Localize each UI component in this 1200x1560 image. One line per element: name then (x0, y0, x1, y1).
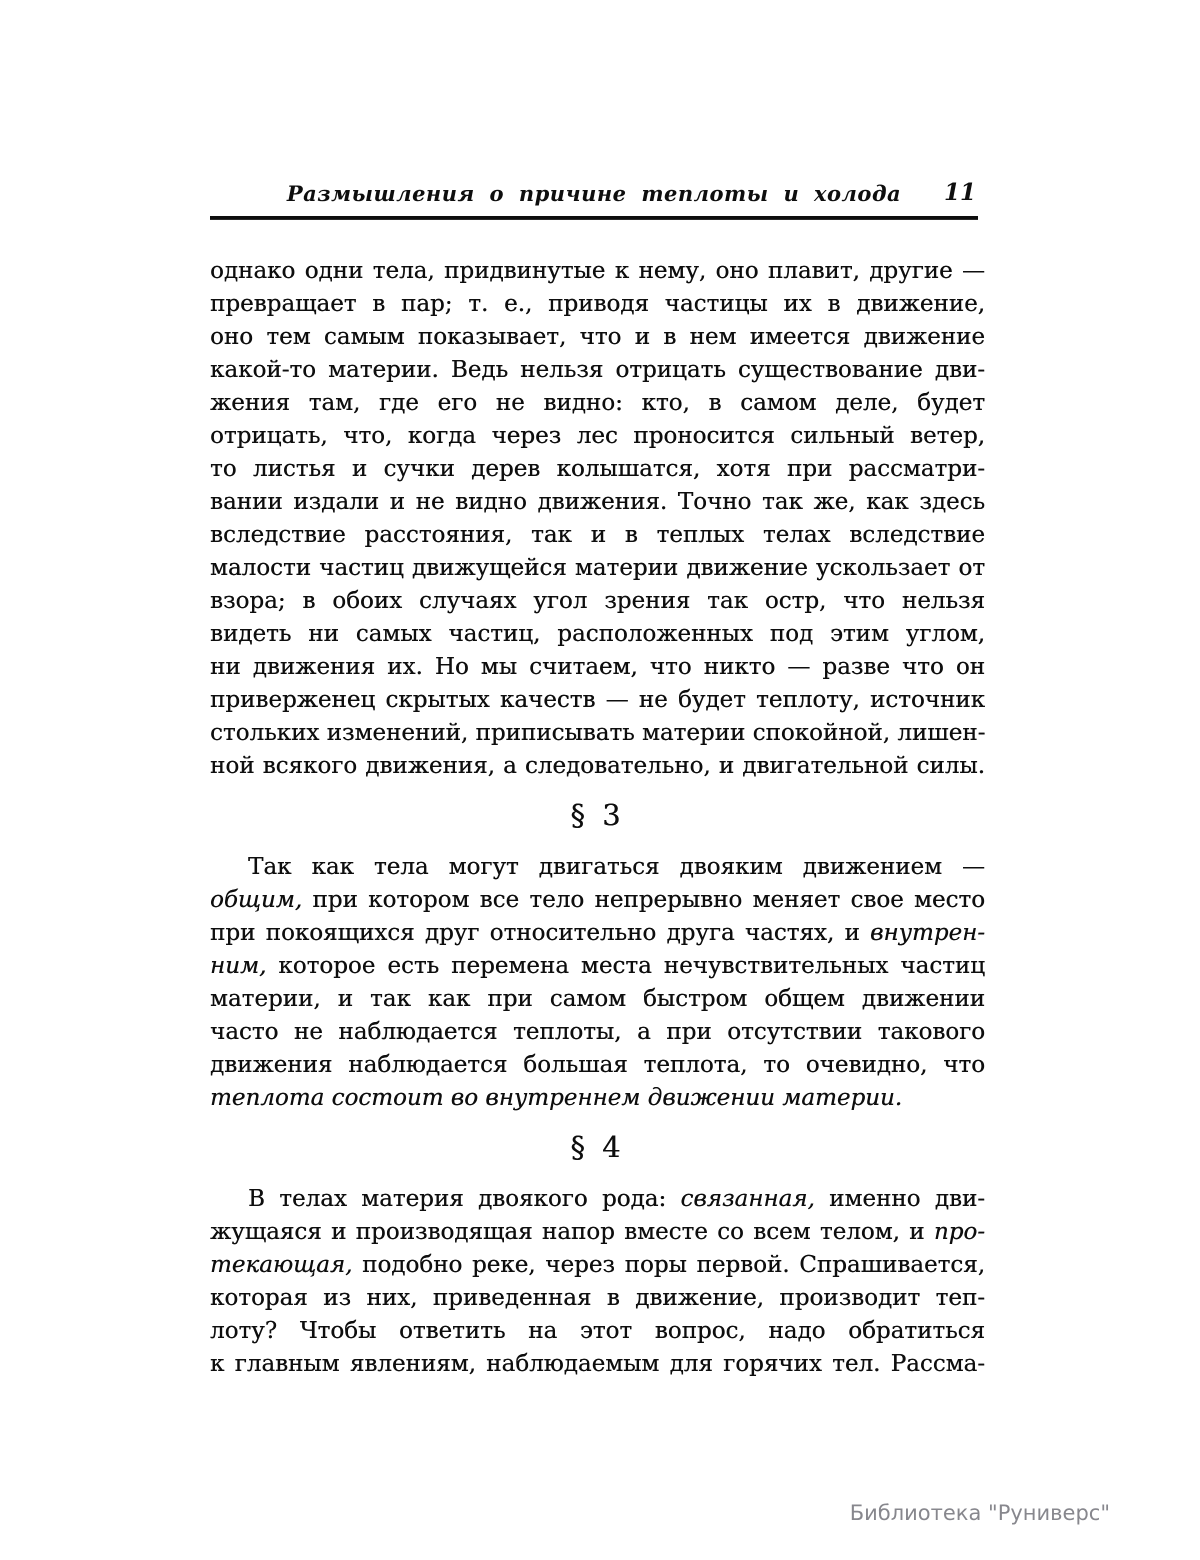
text-line (210, 618, 985, 651)
page-number: 11 (943, 179, 976, 206)
text-segment: ной всякого движения, а следовательно, и двигательной силы. (210, 753, 985, 779)
text-line (210, 1282, 985, 1315)
text-line (210, 651, 985, 684)
italic-text-segment: текающая, (210, 1252, 353, 1278)
text-line (210, 1183, 985, 1216)
running-title: Размышления о причине теплоты и холода (286, 181, 902, 206)
italic-text-segment: связанная, (680, 1186, 815, 1212)
text-segment: при котором все тело непрерывно меняет свое место (302, 887, 985, 913)
text-segment: часто не наблюдается теплоты, а при отсутствии такового (210, 1019, 985, 1045)
text-segment: превращает в пар; т. е., приводя частицы их в движение, (210, 291, 985, 317)
italic-text-segment: внутрен- (870, 920, 985, 946)
paragraph (210, 255, 985, 783)
text-segment: при покоящихся друг относительно друга частях, и (210, 920, 871, 946)
text-line (210, 255, 985, 288)
text-segment: жущаяся и производящая напор вместе со всем телом, и (210, 1219, 934, 1245)
text-line (210, 983, 985, 1016)
paragraph (210, 851, 985, 1115)
italic-text-segment: теплота состоит во внутреннем движении материи. (210, 1085, 903, 1111)
text-line (210, 917, 985, 950)
header-rule (210, 216, 978, 220)
text-line (210, 552, 985, 585)
text-segment: то листья и сучки дерев колышатся, хотя при рассматри- (210, 456, 985, 482)
text-segment: отрицать, что, когда через лес проносится сильный ветер, (210, 423, 985, 449)
text-segment: лоту? Чтобы ответить на этот вопрос, надо обратиться (210, 1318, 985, 1344)
text-line (210, 717, 985, 750)
text-line (210, 950, 985, 983)
section-heading: § 4 (570, 1130, 625, 1164)
text-segment: вании издали и не видно движения. Точно так же, как здесь (210, 489, 985, 515)
text-segment: какой-то материи. Ведь нельзя отрицать существование дви- (210, 357, 985, 383)
text-segment: видеть ни самых частиц, расположенных под этим углом, (210, 621, 985, 647)
text-line (210, 288, 985, 321)
text-line (210, 1216, 985, 1249)
text-segment: материи, и так как при самом быстром общем движении (210, 986, 985, 1012)
text-segment: В телах материя двоякого рода: (248, 1186, 681, 1212)
text-segment: стольких изменений, приписывать материи спокойной, лишен- (210, 720, 986, 746)
text-line (210, 387, 985, 420)
text-segment: вследствие расстояния, так и в теплых телах вследствие (210, 522, 985, 548)
text-line (210, 585, 985, 618)
text-line (210, 1082, 985, 1115)
text-line (210, 1249, 985, 1282)
text-line (210, 519, 985, 552)
text-line (210, 354, 985, 387)
text-segment: к главным явлениям, наблюдаемым для горячих тел. Рассма- (210, 1351, 985, 1377)
text-line (210, 486, 985, 519)
text-segment: взора; в обоих случаях угол зрения так остр, что нельзя (210, 588, 985, 614)
text-segment: именно дви- (814, 1186, 985, 1212)
text-line (210, 1049, 985, 1082)
section-heading: § 3 (570, 798, 625, 832)
text-segment: однако одни тела, придвинутые к нему, оно плавит, другие — (210, 258, 985, 284)
paragraph (210, 1183, 985, 1381)
running-header (210, 181, 978, 209)
text-line (210, 453, 985, 486)
page-body (210, 255, 985, 1381)
text-segment: оно тем самым показывает, что и в нем имеется движение (210, 324, 985, 350)
text-line (210, 684, 985, 717)
text-line (210, 420, 985, 453)
library-watermark: Библиотека "Руниверс" (849, 1501, 1110, 1525)
text-line (210, 1315, 985, 1348)
text-segment: Так как тела могут двигаться двояким движением — (248, 854, 985, 880)
italic-text-segment: ним, (210, 953, 267, 979)
text-line (210, 750, 985, 783)
text-segment: малости частиц движущейся материи движение ускользает от (210, 555, 985, 581)
text-line (210, 321, 985, 354)
text-segment: подобно реке, через поры первой. Спрашивается, (352, 1252, 985, 1278)
text-segment: движения наблюдается большая теплота, то очевидно, что (210, 1052, 985, 1078)
italic-text-segment: общим, (210, 887, 303, 913)
italic-text-segment: про- (933, 1219, 985, 1245)
text-segment: жения там, где его не видно: кто, в самом деле, будет (210, 390, 985, 416)
text-segment: приверженец скрытых качеств — не будет теплоту, источник (210, 687, 985, 713)
text-segment: которое есть перемена места нечувствительных частиц (266, 953, 985, 979)
text-segment: которая из них, приведенная в движение, производит теп- (210, 1285, 985, 1311)
text-line (210, 851, 985, 884)
text-line (210, 1348, 985, 1381)
text-line (210, 884, 985, 917)
text-line (210, 1016, 985, 1049)
text-segment: ни движения их. Но мы считаем, что никто — разве что он (210, 654, 985, 680)
